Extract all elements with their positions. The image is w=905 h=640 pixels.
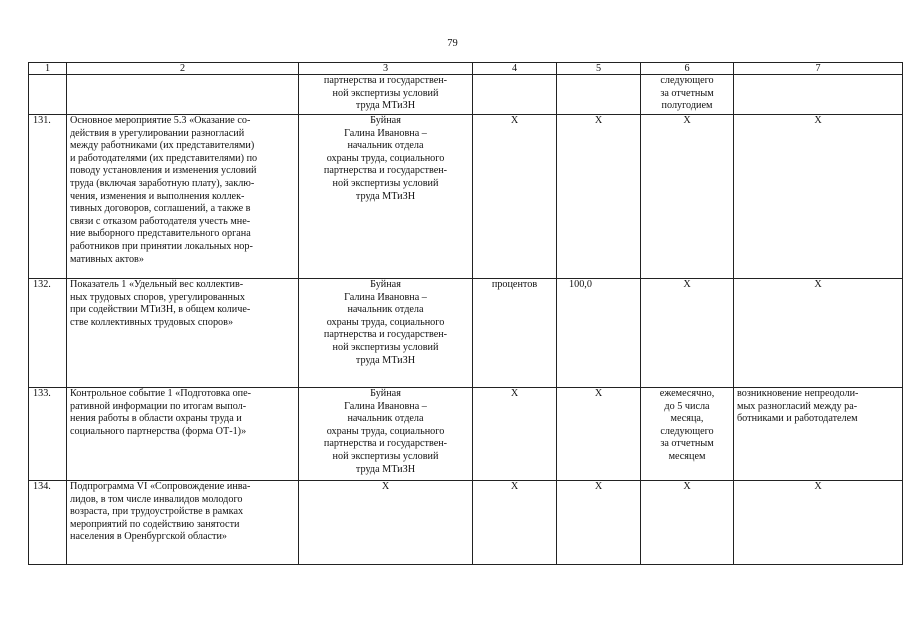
column-header-2: 2 xyxy=(67,63,299,75)
table-row xyxy=(29,75,903,115)
cell-line: труда МТиЗН xyxy=(355,354,416,366)
data-table xyxy=(28,62,903,565)
item-description xyxy=(67,115,299,279)
cell-value: процентов xyxy=(491,279,538,290)
cell-value: 100,0 xyxy=(569,279,592,290)
deadline-cell xyxy=(641,388,734,481)
cell-line: ной экспертизы условий xyxy=(332,450,439,462)
deadline-cell xyxy=(641,115,734,279)
cell-line: партнерства и государствен- xyxy=(323,329,448,341)
responsible-person xyxy=(299,115,473,279)
cell-line: поводу установления и изменения условий xyxy=(70,165,257,177)
column-header-3: 3 xyxy=(299,63,473,75)
cell-line: связи с отказом работодателя учесть мне- xyxy=(70,215,251,227)
cell-line: партнерства и государствен- xyxy=(323,75,448,86)
cell-value: X xyxy=(510,115,519,126)
risk-cell xyxy=(734,388,903,481)
row-number xyxy=(29,279,67,388)
cell-line: ративной информации по итогам выпол- xyxy=(70,400,247,412)
cell-line: чения, изменения и выполнения коллек- xyxy=(70,190,245,202)
cell-value: 132. xyxy=(33,279,51,290)
unit-cell xyxy=(473,388,557,481)
cell-line: мых разногласий между ра- xyxy=(737,400,858,412)
cell-line: партнерства и государствен- xyxy=(323,165,448,177)
cell-line: мероприятий по содействию занятости xyxy=(70,518,240,530)
cell-line: населения в Оренбургской области» xyxy=(70,531,228,543)
unit-cell xyxy=(473,279,557,388)
responsible-person xyxy=(299,75,473,115)
cell-line: охраны труда, социального xyxy=(326,425,445,437)
deadline-cell xyxy=(641,75,734,115)
column-header-7: 7 xyxy=(734,63,903,75)
column-header-6: 6 xyxy=(641,63,734,75)
cell-line: Галина Ивановна – xyxy=(344,400,427,412)
cell-line: X xyxy=(814,279,822,290)
cell-line: возникновение непреодоли- xyxy=(737,388,859,399)
cell-line: до 5 числа xyxy=(664,400,710,412)
unit-cell xyxy=(473,115,557,279)
cell-line: месяцем xyxy=(668,450,706,462)
cell-line: за отчетным xyxy=(660,438,714,450)
cell-line: Галина Ивановна – xyxy=(344,291,427,303)
cell-line: полугодием xyxy=(661,100,713,112)
cell-line: Буйная xyxy=(370,388,401,399)
cell-line: действия в урегулировании разногласий xyxy=(70,127,245,139)
deadline-cell xyxy=(641,279,734,388)
cell-line: начальник отдела xyxy=(347,304,424,316)
cell-line: ботниками и работодателем xyxy=(737,413,858,425)
cell-line: лидов, в том числе инвалидов молодого xyxy=(70,493,243,505)
value-cell xyxy=(557,279,641,388)
cell-line: X xyxy=(814,115,822,126)
responsible-person xyxy=(299,481,473,565)
cell-line: охраны труда, социального xyxy=(326,152,445,164)
cell-line: труда МТиЗН xyxy=(355,463,416,475)
cell-line: труда (включая заработную плату), заклю- xyxy=(70,177,255,189)
cell-line: X xyxy=(683,115,691,126)
cell-line: начальник отдела xyxy=(347,140,424,152)
cell-line: партнерства и государствен- xyxy=(323,438,448,450)
row-number xyxy=(29,388,67,481)
cell-line: ных трудовых споров, урегулированных xyxy=(70,291,245,303)
column-header-1: 1 xyxy=(29,63,67,75)
cell-line: Буйная xyxy=(370,115,401,126)
cell-line: охраны труда, социального xyxy=(326,316,445,328)
column-header-4: 4 xyxy=(473,63,557,75)
cell-line: ние выборного представительного органа xyxy=(70,228,251,240)
cell-line: Галина Ивановна – xyxy=(344,127,427,139)
row-number xyxy=(29,115,67,279)
cell-value: X xyxy=(510,388,519,399)
cell-line: труда МТиЗН xyxy=(355,100,416,112)
cell-line: социального партнерства (форма ОТ-1)» xyxy=(70,425,247,437)
cell-line: месяца, xyxy=(670,413,704,425)
risk-cell xyxy=(734,115,903,279)
cell-line: мативных актов» xyxy=(70,253,144,265)
cell-line: возраста, при трудоустройстве в рамках xyxy=(70,506,244,518)
cell-line: ной экспертизы условий xyxy=(332,177,439,189)
value-cell xyxy=(557,481,641,565)
cell-line: Подпрограмма VI «Сопровождение инва- xyxy=(70,481,251,492)
cell-line: стве коллективных трудовых споров» xyxy=(70,316,234,328)
table-row xyxy=(29,279,903,388)
cell-value: X xyxy=(594,115,603,126)
cell-line: труда МТиЗН xyxy=(355,190,416,202)
deadline-cell xyxy=(641,481,734,565)
cell-line: ежемесячно, xyxy=(659,388,715,399)
cell-line: между работниками (их представителями) xyxy=(70,140,255,152)
value-cell xyxy=(557,115,641,279)
page-number: 79 xyxy=(447,38,458,49)
cell-value: X xyxy=(594,481,603,492)
cell-line: следующего xyxy=(660,75,714,86)
cell-line: X xyxy=(381,481,390,492)
value-cell xyxy=(557,75,641,115)
unit-cell xyxy=(473,481,557,565)
responsible-person xyxy=(299,388,473,481)
row-number xyxy=(29,481,67,565)
cell-value: X xyxy=(510,481,519,492)
cell-line: Показатель 1 «Удельный вес коллектив- xyxy=(70,279,244,290)
table-row xyxy=(29,115,903,279)
risk-cell xyxy=(734,279,903,388)
item-description xyxy=(67,279,299,388)
cell-line: тивных договоров, соглашений, а также в xyxy=(70,203,251,215)
cell-line: X xyxy=(683,279,691,290)
risk-cell xyxy=(734,481,903,565)
item-description xyxy=(67,388,299,481)
value-cell xyxy=(557,388,641,481)
table-row xyxy=(29,388,903,481)
row-number xyxy=(29,75,67,115)
item-description xyxy=(67,75,299,115)
cell-line: нения работы в области охраны труда и xyxy=(70,413,242,425)
cell-line: работников при принятии локальных нор- xyxy=(70,240,253,252)
header-row xyxy=(29,63,903,75)
item-description xyxy=(67,481,299,565)
table-row xyxy=(29,481,903,565)
cell-value: 134. xyxy=(33,481,51,492)
cell-line: и работодателями (их представителями) по xyxy=(70,152,258,164)
cell-line: Буйная xyxy=(370,279,401,290)
unit-cell xyxy=(473,75,557,115)
cell-line: X xyxy=(683,481,691,492)
cell-value: 131. xyxy=(33,115,51,126)
cell-line: ной экспертизы условий xyxy=(332,87,439,99)
cell-line: следующего xyxy=(660,425,714,437)
risk-cell xyxy=(734,75,903,115)
cell-value: 133. xyxy=(33,388,51,399)
cell-line: за отчетным xyxy=(660,87,714,99)
cell-line: X xyxy=(814,481,822,492)
cell-line: Контрольное событие 1 «Подготовка опе- xyxy=(70,388,252,399)
column-header-5: 5 xyxy=(557,63,641,75)
cell-line: начальник отдела xyxy=(347,413,424,425)
cell-line: ной экспертизы условий xyxy=(332,341,439,353)
cell-line: при содействии МТиЗН, в общем количе- xyxy=(70,304,251,316)
responsible-person xyxy=(299,279,473,388)
cell-line: Основное мероприятие 5.3 «Оказание со- xyxy=(70,115,251,126)
cell-value: X xyxy=(594,388,603,399)
